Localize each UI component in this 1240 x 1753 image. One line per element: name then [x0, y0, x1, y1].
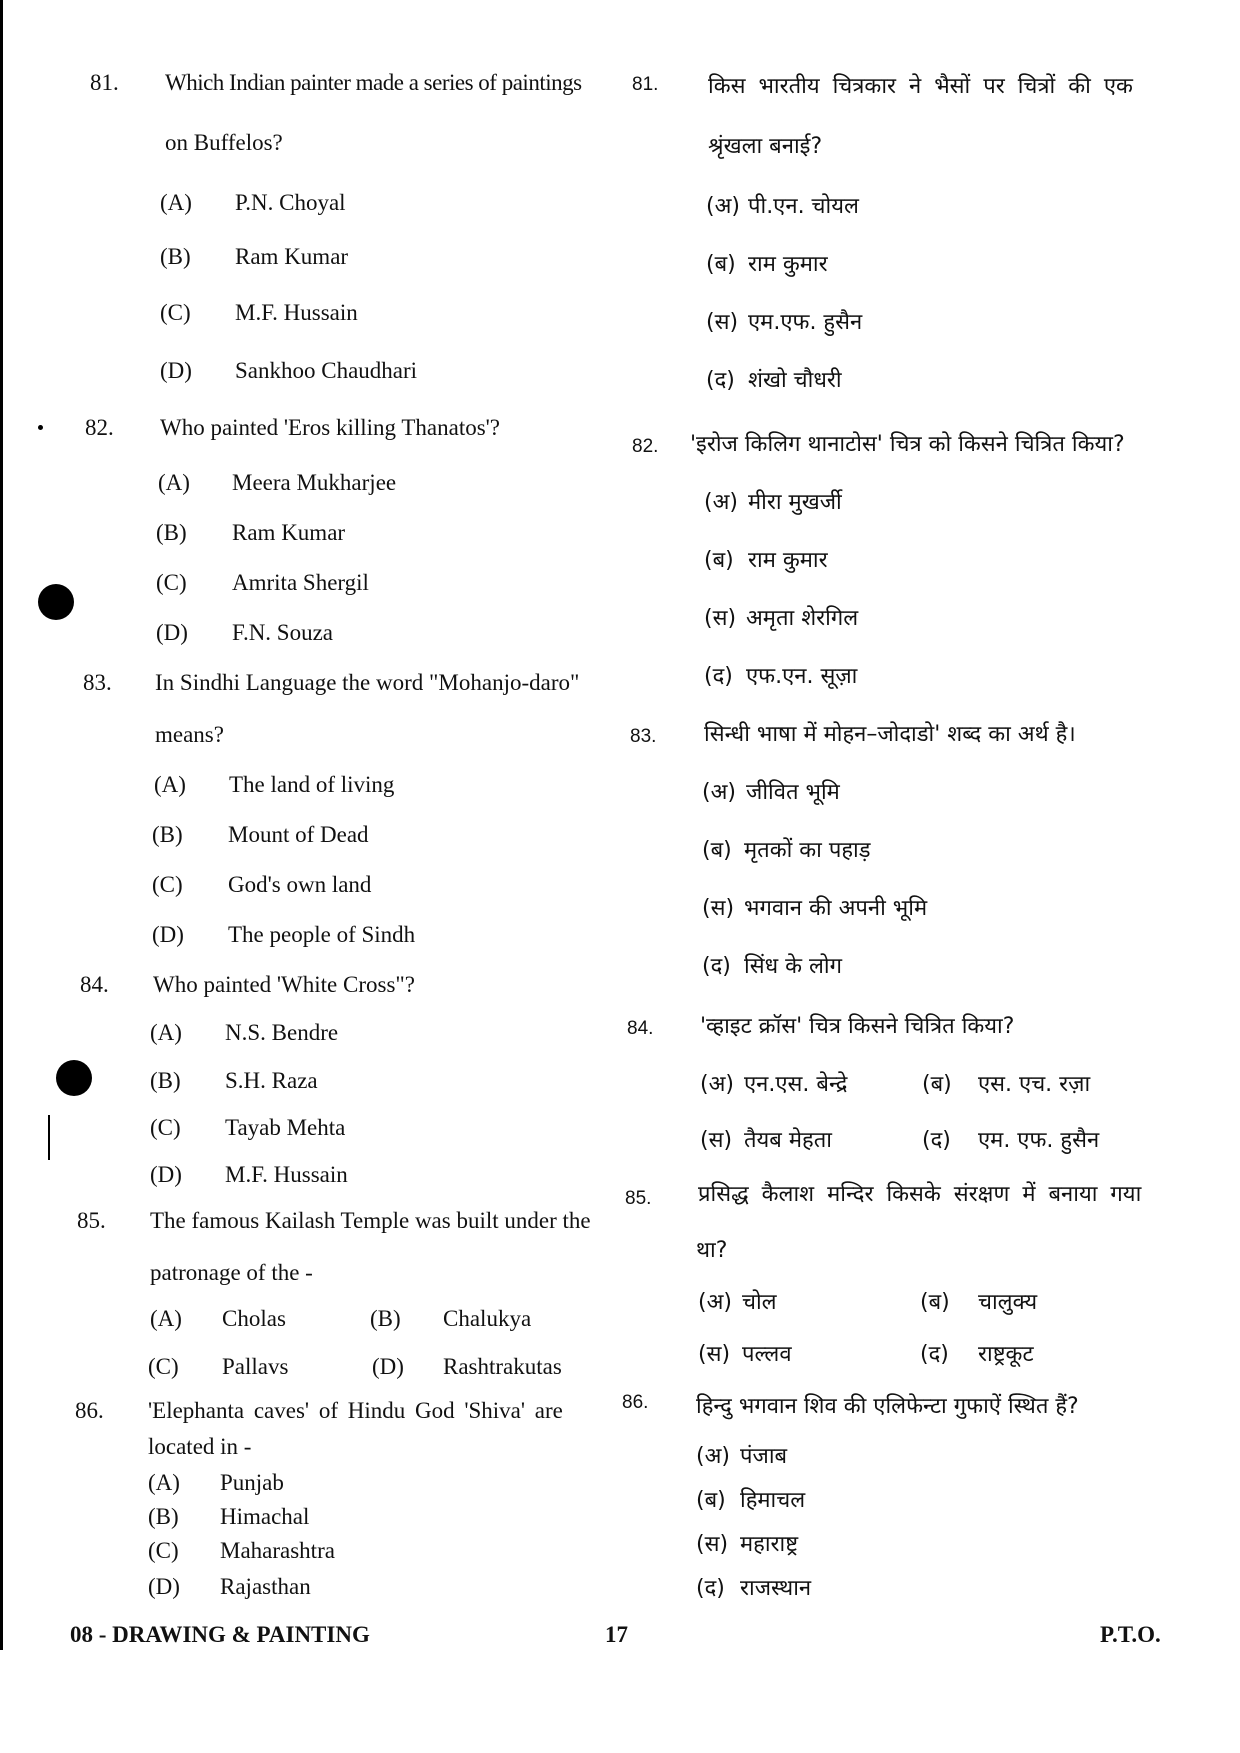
question-text: Who painted 'White Cross"?	[153, 972, 415, 997]
option-label: (अ)	[700, 1072, 734, 1097]
option-label: (C)	[156, 570, 187, 595]
option-text: पंजाब	[740, 1444, 788, 1469]
option-label: (अ)	[706, 194, 740, 219]
question-text: means?	[155, 722, 224, 747]
option-label: (D)	[160, 358, 192, 383]
option-text: पल्लव	[742, 1342, 792, 1367]
scan-edge-mark	[0, 0, 3, 1650]
option-text: एम. एफ. हुसैन	[978, 1128, 1100, 1153]
question-number: 85.	[625, 1188, 652, 1209]
option-label: (C)	[152, 872, 183, 897]
option-text: राष्ट्रकूट	[978, 1342, 1034, 1367]
option-label: (ब)	[922, 1072, 952, 1097]
option-label: (B)	[160, 244, 191, 269]
question-text: Who painted 'Eros killing Thanatos'?	[160, 415, 501, 440]
option-text: Pallavs	[222, 1354, 289, 1379]
option-text: Amrita Shergil	[232, 570, 369, 595]
option-label: (द)	[704, 664, 733, 689]
option-text: P.N. Choyal	[235, 190, 346, 215]
question-text: 'इरोज किलिग थानाटोस' चित्र को किसने चित्रित किया?	[690, 432, 1125, 457]
question-number: 86.	[622, 1392, 649, 1413]
option-label: (द)	[706, 368, 735, 393]
option-text: एम.एफ. हुसैन	[748, 310, 863, 335]
option-text: Maharashtra	[220, 1538, 335, 1563]
option-label: (B)	[370, 1306, 401, 1331]
option-label: (D)	[148, 1574, 180, 1599]
option-label: (द)	[922, 1128, 951, 1153]
option-text: Punjab	[220, 1470, 284, 1495]
question-text: था?	[696, 1238, 728, 1263]
option-text: एस. एच. रज़ा	[978, 1072, 1091, 1097]
option-text: Tayab Mehta	[225, 1115, 346, 1140]
question-number: 82.	[632, 436, 659, 457]
option-text: सिंध के लोग	[744, 954, 842, 979]
option-text: Mount of Dead	[228, 822, 369, 847]
option-label: (C)	[148, 1538, 179, 1563]
scan-edge-mark	[48, 1115, 50, 1160]
option-text: Chalukya	[443, 1306, 532, 1331]
option-label: (स)	[696, 1532, 729, 1557]
question-number: 81.	[90, 70, 119, 95]
option-text: महाराष्ट्र	[740, 1532, 799, 1557]
question-number: 84.	[627, 1018, 654, 1039]
question-text: In Sindhi Language the word "Mohanjo-daro"	[155, 670, 580, 695]
question-number: 83.	[630, 726, 657, 747]
option-label: (स)	[700, 1128, 733, 1153]
question-text: श्रृंखला बनाई?	[708, 134, 823, 159]
option-label: (C)	[148, 1354, 179, 1379]
option-label: (D)	[372, 1354, 404, 1379]
option-text: M.F. Hussain	[235, 300, 358, 325]
option-text: Meera Mukharjee	[232, 470, 397, 495]
option-label: (ब)	[706, 252, 736, 277]
question-number: 81.	[632, 74, 659, 95]
question-text: patronage of the -	[150, 1260, 313, 1285]
option-text: चोल	[742, 1290, 777, 1315]
question-text: The famous Kailash Temple was built under the	[150, 1208, 591, 1233]
option-label: (स)	[704, 606, 737, 631]
option-text: एफ.एन. सूज़ा	[746, 664, 858, 689]
option-label: (D)	[150, 1162, 182, 1187]
option-text: Himachal	[220, 1504, 310, 1529]
option-label: (ब)	[702, 838, 732, 863]
option-text: एन.एस. बेन्द्रे	[744, 1072, 848, 1097]
option-label: (A)	[154, 772, 186, 797]
question-text: 'व्हाइट क्रॉस' चित्र किसने चित्रित किया?	[700, 1014, 1015, 1039]
question-text: 'Elephanta caves' of Hindu God 'Shiva' are	[148, 1398, 563, 1423]
question-number: 84.	[80, 972, 109, 997]
option-text: M.F. Hussain	[225, 1162, 348, 1187]
registration-dot	[56, 1060, 92, 1096]
option-text: शंखो चौधरी	[748, 368, 842, 393]
option-text: मीरा मुखर्जी	[748, 490, 842, 515]
question-text: किस भारतीय चित्रकार ने भैसों पर चित्रों की एक	[708, 74, 1133, 99]
option-text: मृतकों का पहाड़	[744, 838, 871, 863]
registration-dot	[38, 584, 74, 620]
option-text: तैयब मेहता	[744, 1128, 832, 1153]
option-label: (C)	[150, 1115, 181, 1140]
option-label: (B)	[152, 822, 183, 847]
scan-edge-mark	[38, 425, 43, 430]
option-label: (ब)	[704, 548, 734, 573]
option-text: God's own land	[228, 872, 372, 897]
option-text: Sankhoo Chaudhari	[235, 358, 418, 383]
option-text: पी.एन. चोयल	[748, 194, 859, 219]
option-label: (द)	[696, 1576, 725, 1601]
option-text: Ram Kumar	[235, 244, 349, 269]
question-number: 83.	[83, 670, 112, 695]
option-text: N.S. Bendre	[225, 1020, 339, 1045]
option-text: Rashtrakutas	[443, 1354, 562, 1379]
option-label: (D)	[156, 620, 188, 645]
option-label: (A)	[160, 190, 192, 215]
option-label: (द)	[920, 1342, 949, 1367]
option-label: (ब)	[696, 1488, 726, 1513]
option-label: (अ)	[698, 1290, 732, 1315]
option-text: जीवित भूमि	[746, 780, 840, 805]
question-text: on Buffelos?	[165, 130, 283, 155]
option-label: (A)	[158, 470, 190, 495]
option-text: अमृता शेरगिल	[746, 606, 859, 631]
question-number: 86.	[75, 1398, 104, 1423]
question-text: located in -	[148, 1434, 252, 1459]
option-text: S.H. Raza	[225, 1068, 318, 1093]
option-text: चालुक्य	[978, 1290, 1038, 1315]
option-text: राम कुमार	[748, 252, 828, 277]
option-label: (स)	[698, 1342, 731, 1367]
option-label: (द)	[702, 954, 731, 979]
footer-subject: 08 - DRAWING & PAINTING	[70, 1622, 370, 1647]
option-label: (A)	[150, 1020, 182, 1045]
option-label: (C)	[160, 300, 191, 325]
option-text: Rajasthan	[220, 1574, 311, 1599]
question-text: सिन्धी भाषा में मोहन–जोदाडो' शब्द का अर्थ है।	[704, 722, 1076, 747]
option-label: (अ)	[704, 490, 738, 515]
option-label: (ब)	[920, 1290, 950, 1315]
question-text: Which Indian painter made a series of paintings	[165, 70, 582, 95]
option-text: The people of Sindh	[228, 922, 416, 947]
page-number: 17	[605, 1622, 628, 1647]
option-text: हिमाचल	[740, 1488, 806, 1513]
option-label: (A)	[150, 1306, 182, 1331]
question-text: प्रसिद्ध कैलाश मन्दिर किसके संरक्षण में बनाया गया	[698, 1182, 1142, 1207]
footer-pto: P.T.O.	[1100, 1622, 1161, 1647]
option-label: (अ)	[702, 780, 736, 805]
option-text: राम कुमार	[748, 548, 828, 573]
question-number: 82.	[85, 415, 114, 440]
option-label: (B)	[150, 1068, 181, 1093]
option-label: (D)	[152, 922, 184, 947]
option-text: The land of living	[229, 772, 395, 797]
option-label: (B)	[156, 520, 187, 545]
question-number: 85.	[77, 1208, 106, 1233]
option-text: भगवान की अपनी भूमि	[744, 896, 928, 921]
question-text: हिन्दु भगवान शिव की एलिफेन्टा गुफाऐं स्थित हैं?	[696, 1394, 1079, 1419]
option-text: Cholas	[222, 1306, 286, 1331]
option-label: (स)	[702, 896, 735, 921]
option-text: F.N. Souza	[232, 620, 334, 645]
option-text: राजस्थान	[740, 1576, 812, 1601]
option-label: (B)	[148, 1504, 179, 1529]
option-label: (A)	[148, 1470, 180, 1495]
option-label: (स)	[706, 310, 739, 335]
option-text: Ram Kumar	[232, 520, 346, 545]
option-label: (अ)	[696, 1444, 730, 1469]
